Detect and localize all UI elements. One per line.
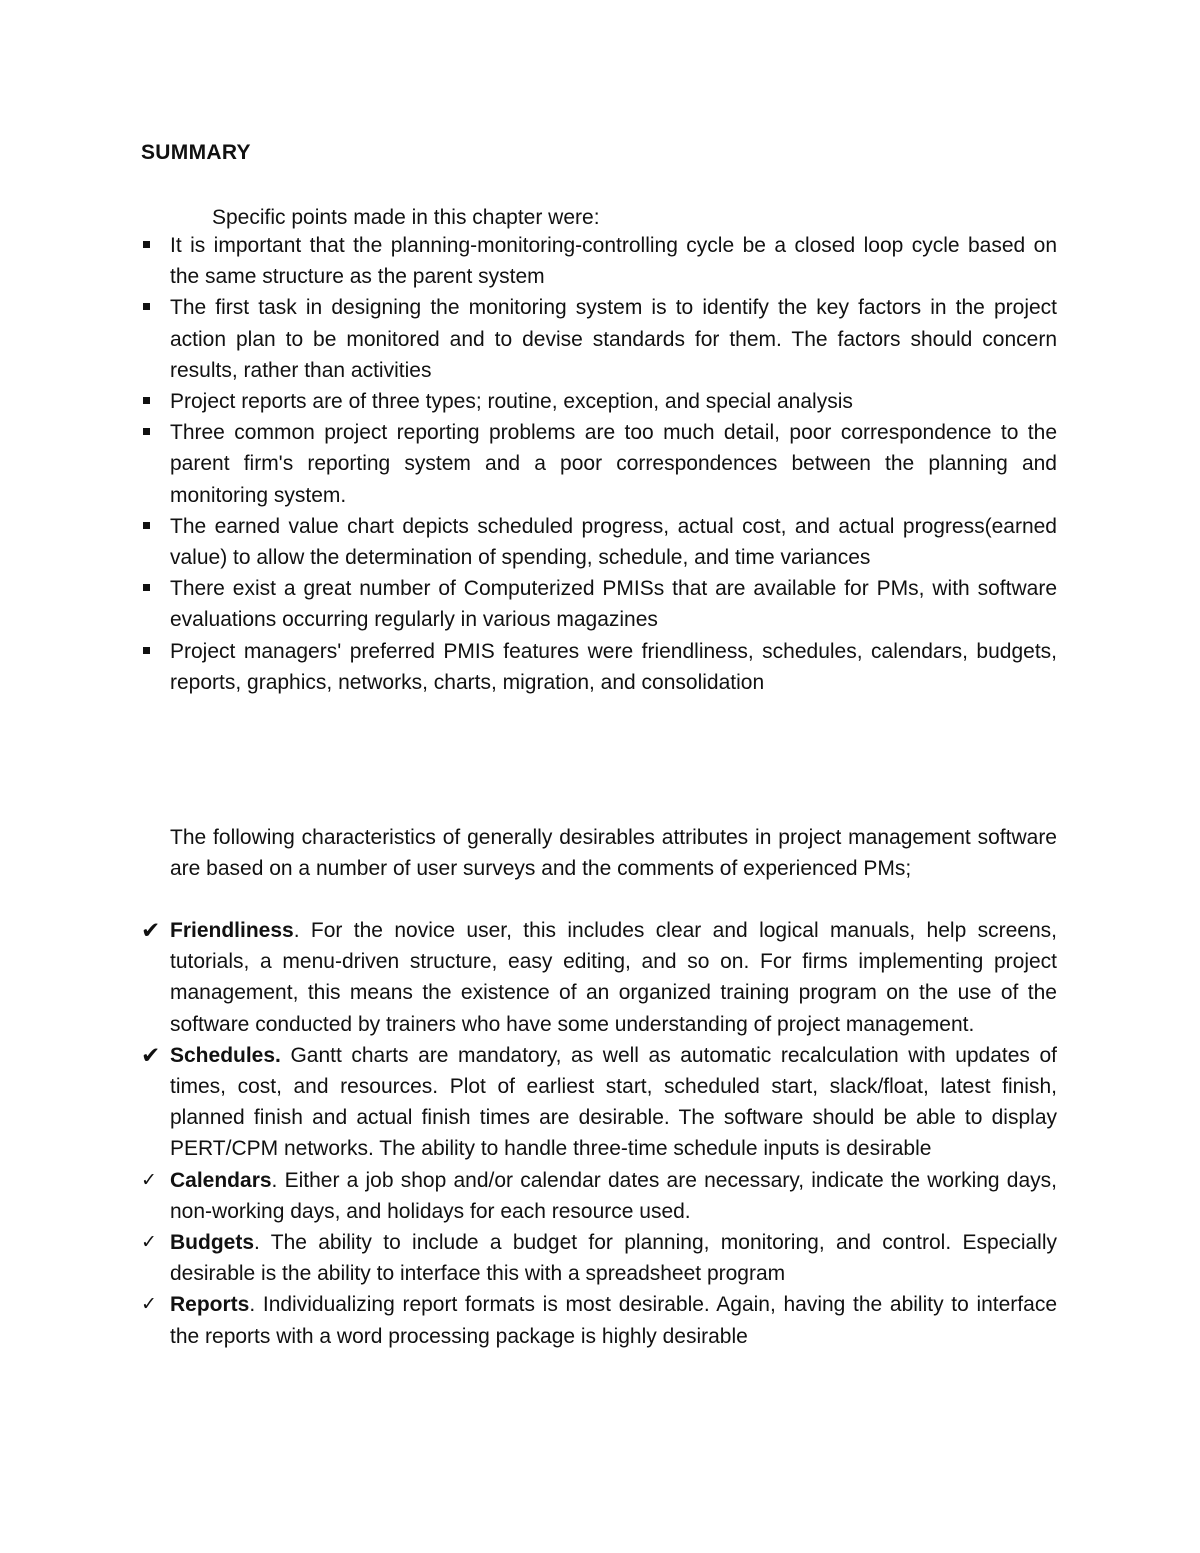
characteristic-term: Budgets (170, 1231, 254, 1255)
summary-point-text: It is important that the planning-monitoring-controlling cycle be a closed loop cycle based on the same structure as the parent system (170, 234, 1057, 289)
characteristic-text: . Either a job shop and/or calendar dates are necessary, indicate the working days, non-working days, and holidays for each resource used. (170, 1168, 1057, 1223)
characteristic-item (0, 915, 1057, 1040)
characteristic-term: Calendars (170, 1168, 272, 1192)
checkmark-icon: ✔ (141, 1041, 161, 1068)
summary-point (0, 511, 1057, 573)
square-bullet-icon (143, 303, 150, 310)
summary-point-text: The first task in designing the monitoring system is to identify the key factors in the project action plan to be monitored and to devise standards for them. The factors should concern results, rather than activities (170, 296, 1057, 382)
characteristic-term: Reports (170, 1293, 250, 1317)
characteristics-list (0, 915, 1200, 1352)
square-bullet-icon (143, 428, 150, 435)
characteristic-item (0, 1227, 1057, 1289)
summary-point-text: The earned value chart depicts scheduled progress, actual cost, and actual progress(earned value) to allow the determination of spending, schedule, and time variances (170, 514, 1057, 570)
characteristic-text: . Individualizing report formats is most desirable. Again, having the ability to interface the reports with a word processing package is highly desirable (170, 1293, 1057, 1348)
characteristic-item (0, 1289, 1057, 1351)
page-heading: SUMMARY (141, 141, 251, 164)
summary-point-text: Three common project reporting problems are too much detail, poor correspondence to the parent firm's reporting system and a poor correspondences between the planning and monitoring system. (170, 421, 1057, 507)
intro-text: Specific points made in this chapter were: (212, 206, 600, 229)
summary-list (0, 230, 1200, 698)
checkmark-icon: ✓ (141, 1232, 157, 1254)
summary-point (0, 230, 1057, 292)
checkmark-icon: ✔ (141, 917, 161, 943)
characteristic-text: . For the novice user, this includes clear and logical manuals, help screens, tutorials, a menu-driven structure, easy editing, and so on. For firms implementing project management, this means the existence of an organized training program on the use of the software conducted by trainers who have some understanding of project management. (170, 919, 1057, 1036)
checkmark-icon: ✓ (141, 1294, 157, 1316)
summary-point (0, 292, 1057, 386)
characteristic-term: Schedules. (170, 1043, 281, 1067)
summary-point (0, 636, 1057, 698)
summary-point-text: There exist a great number of Computerized PMISs that are available for PMs, with software evaluations occurring regularly in various magazines (170, 577, 1057, 632)
square-bullet-icon (143, 397, 150, 404)
summary-point (0, 573, 1057, 635)
square-bullet-icon (143, 522, 150, 529)
summary-point-text: Project managers' preferred PMIS features were friendliness, schedules, calendars, budgets, reports, graphics, networks, charts, migration, and consolidation (170, 639, 1057, 694)
characteristic-item (0, 1040, 1057, 1165)
characteristics-intro: The following characteristics of generally desirables attributes in project management software are based on a number of user surveys and the comments of experienced PMs; (170, 826, 1057, 881)
characteristic-text: Gantt charts are mandatory, as well as automatic recalculation with updates of times, cost, and resources. Plot of earliest start, scheduled start, slack/float, latest finish, planned finish and actual finish times are desirable. The software should be able to display PERT/CPM networks. The ability to handle three-time schedule inputs is desirable (170, 1043, 1057, 1161)
summary-point-text: Project reports are of three types; routine, exception, and special analysis (170, 390, 853, 414)
summary-point (0, 417, 1057, 511)
square-bullet-icon (143, 647, 150, 654)
characteristic-term: Friendliness (170, 919, 294, 942)
characteristic-item (0, 1165, 1057, 1227)
square-bullet-icon (143, 241, 150, 248)
characteristic-text: . The ability to include a budget for planning, monitoring, and control. Especially desirable is the ability to interface this with a spreadsheet program (170, 1231, 1057, 1286)
checkmark-icon: ✓ (141, 1169, 157, 1191)
summary-point (0, 386, 1057, 417)
square-bullet-icon (143, 584, 150, 591)
